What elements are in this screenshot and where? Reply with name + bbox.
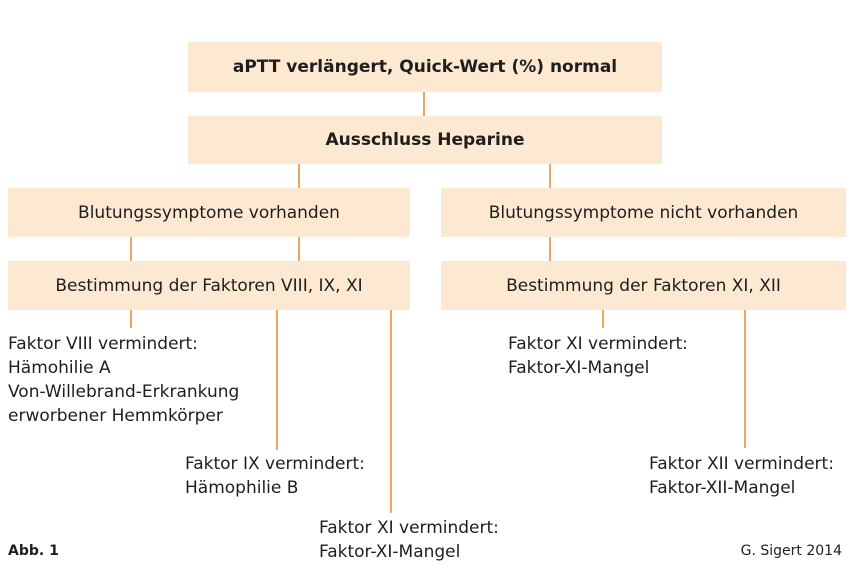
connector-symptoms-right bbox=[549, 237, 551, 261]
result-factor-xi-left bbox=[319, 516, 499, 564]
box-bleeding-present bbox=[8, 188, 410, 237]
result-f8-line-1: Faktor VIII vermindert: bbox=[8, 334, 198, 354]
result-factor-viii bbox=[8, 332, 239, 428]
connector-symptoms-left-a bbox=[130, 237, 132, 261]
connector-f11-right bbox=[602, 310, 604, 328]
box-bleeding-present-label: Blutungssymptome vorhanden bbox=[78, 202, 340, 223]
box-factors-right bbox=[441, 261, 846, 310]
box-heparin-label: Ausschluss Heparine bbox=[325, 130, 525, 150]
connector-f9 bbox=[276, 310, 278, 450]
figure-caption: Abb. 1 bbox=[8, 543, 59, 559]
result-f8-line-2: Hämohilie A bbox=[8, 358, 111, 378]
result-f12-line-2: Faktor-XII-Mangel bbox=[649, 478, 796, 498]
box-aptt-prolonged bbox=[188, 42, 662, 92]
result-f9-line-1: Faktor IX vermindert: bbox=[185, 454, 365, 474]
result-f8-line-3: Von-Willebrand-Erkrankung bbox=[8, 382, 240, 402]
result-factor-ix bbox=[185, 452, 365, 500]
connector-heparin-right bbox=[549, 164, 551, 188]
box-factors-left bbox=[8, 261, 410, 310]
result-f11l-line-2: Faktor-XI-Mangel bbox=[319, 542, 461, 562]
author-credit: G. Sigert 2014 bbox=[740, 543, 842, 559]
connector-top-heparin bbox=[423, 92, 425, 116]
connector-f12 bbox=[744, 310, 746, 448]
box-exclude-heparin bbox=[188, 116, 662, 164]
box-bleeding-absent-label: Blutungssymptome nicht vorhanden bbox=[488, 202, 799, 223]
result-factor-xii bbox=[649, 452, 834, 500]
connector-symptoms-left-b bbox=[298, 237, 300, 261]
box-factors-right-label: Bestimmung der Faktoren XI, XII bbox=[506, 275, 781, 296]
result-f9-line-2: Hämophilie B bbox=[185, 478, 299, 498]
box-aptt-label: aPTT verlängert, Quick-Wert (%) normal bbox=[232, 57, 618, 77]
connector-heparin-left bbox=[298, 164, 300, 188]
box-factors-left-label: Bestimmung der Faktoren VIII, IX, XI bbox=[55, 275, 363, 296]
result-factor-xi-right bbox=[508, 332, 688, 380]
connector-f11-left bbox=[390, 310, 392, 513]
result-f12-line-1: Faktor XII vermindert: bbox=[649, 454, 834, 474]
result-f11r-line-1: Faktor XI vermindert: bbox=[508, 334, 688, 354]
result-f11l-line-1: Faktor XI vermindert: bbox=[319, 518, 499, 538]
result-f11r-line-2: Faktor-XI-Mangel bbox=[508, 358, 650, 378]
connector-f8 bbox=[130, 310, 132, 328]
result-f8-line-4: erworbener Hemmkörper bbox=[8, 406, 223, 426]
box-bleeding-absent bbox=[441, 188, 846, 237]
